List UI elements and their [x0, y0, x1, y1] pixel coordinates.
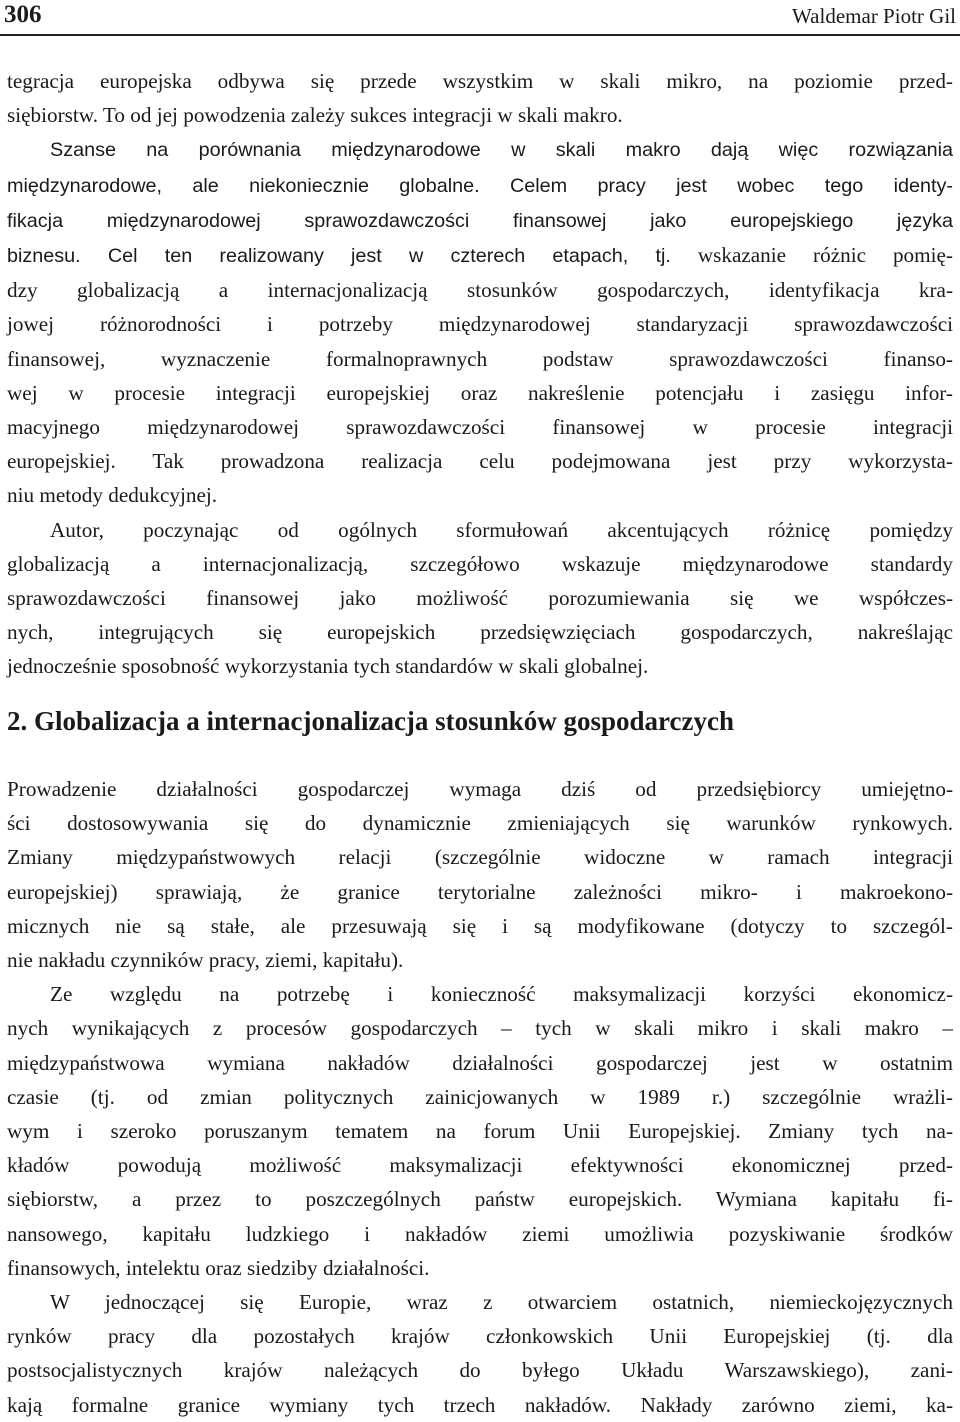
- text-line: siębiorstw, a przez to poszczególnych państw europejskich. Wymiana kapitału fi-: [7, 1187, 953, 1212]
- text-line: [7, 203, 953, 238]
- text-line: niu metody dedukcyjnej.: [7, 483, 218, 508]
- text-line: europejskiej) sprawiają, że granice terytorialne zależności mikro- i makroekono-: [7, 879, 953, 904]
- text-line: micznych nie są stałe, ale przesuwają się i są modyfikowane (dotyczy to szczegól-: [7, 913, 953, 938]
- text-line: wej w procesie integracji europejskiej oraz nakreślenie potencjału i zasięgu infor-: [7, 380, 953, 405]
- section-heading: 2. Globalizacja a internacjonalizacja stosunków gospodarczych: [7, 706, 734, 736]
- text-line: Autor, poczynając od ogólnych sformułowań akcentujących różnicę pomiędzy: [50, 517, 953, 542]
- text-line: europejskiej. Tak prowadzona realizacja celu podejmowana jest przy wykorzysta-: [7, 449, 953, 474]
- running-header-author: Waldemar Piotr Gil: [792, 4, 956, 28]
- text-line: wym i szeroko poruszanym tematem na forum Unii Europejskiej. Zmiany tych na-: [7, 1119, 953, 1144]
- text-line: kają formalne granice wymiany tych trzech nakładów. Nakłady zarówno ziemi, ka-: [7, 1392, 953, 1417]
- sans-text-run: Szanse na porównania międzynarodowe w skali makro dają więc rozwiązania: [50, 139, 953, 162]
- text-line: siębiorstw. To od jej powodzenia zależy sukces integracji w skali makro.: [7, 103, 623, 128]
- paragraph: [7, 513, 953, 684]
- text-line: jowej różnorodności i potrzeby międzynarodowej standaryzacji sprawozdawczości: [7, 312, 953, 337]
- text-line: Ze względu na potrzebę i konieczność maksymalizacji korzyści ekonomicz-: [50, 982, 953, 1007]
- text-line: W jednoczącej się Europie, wraz z otwarciem ostatnich, niemieckojęzycznych: [50, 1290, 953, 1315]
- text-line: globalizacją a internacjonalizacją, szczegółowo wskazuje międzynarodowe standardy: [7, 551, 953, 576]
- paragraph: [7, 772, 953, 977]
- text-line: rynków pracy dla pozostałych krajów członkowskich Unii Europejskiej (tj. dla: [7, 1324, 953, 1349]
- running-header: [0, 0, 960, 36]
- text-line: nych wynikających z procesów gospodarczych – tych w skali mikro i skali makro –: [7, 1016, 953, 1041]
- paragraph: [7, 64, 953, 132]
- text-line: postsocjalistycznych krajów należących do byłego Układu Warszawskiego), zani-: [7, 1358, 953, 1383]
- text-line: Zmiany międzypaństwowych relacji (szczególnie widoczne w ramach integracji: [7, 845, 953, 870]
- text-line: nansowego, kapitału ludzkiego i nakładów ziemi umożliwia pozyskiwanie środków: [7, 1221, 953, 1246]
- sans-text-run: międzynarodowe, ale niekoniecznie globalne. Celem pracy jest wobec tego identy-: [7, 174, 953, 197]
- text-line: macyjnego międzynarodowej sprawozdawczości finansowej w procesie integracji: [7, 415, 953, 440]
- serif-text-run: wskazanie różnic pomię-: [670, 243, 953, 268]
- text-line: finansowych, intelektu oraz siedziby działalności.: [7, 1255, 430, 1280]
- text-line: nych, integrujących się europejskich przedsięwzięciach gospodarczych, nakreślając: [7, 620, 953, 645]
- text-line: jednocześnie sposobność wykorzystania tych standardów w skali globalnej.: [7, 654, 649, 679]
- text-line: [7, 168, 953, 203]
- text-line: tegracja europejska odbywa się przede wszystkim w skali mikro, na poziomie przed-: [7, 69, 953, 93]
- text-line: finansowej, wyznaczenie formalnoprawnych podstaw sprawozdawczości finanso-: [7, 346, 953, 371]
- sans-text-run: biznesu. Cel ten realizowany jest w czterech etapach, tj.: [7, 245, 671, 268]
- text-line: międzypaństwowa wymiana nakładów działalności gospodarczej jest w ostatnim: [7, 1050, 953, 1075]
- page-number: 306: [4, 1, 42, 28]
- text-line: [7, 132, 953, 167]
- text-line: ści dostosowywania się do dynamicznie zmieniających się warunków rynkowych.: [7, 811, 953, 836]
- text-line: kładów powodują możliwość maksymalizacji efektywności ekonomicznej przed-: [7, 1153, 953, 1178]
- text-line: [7, 238, 953, 273]
- text-line: dzy globalizacją a internacjonalizacją stosunków gospodarczych, identyfikacja kra-: [7, 278, 953, 303]
- intro-text: [7, 64, 953, 684]
- paragraph: [7, 1285, 953, 1422]
- text-line: Prowadzenie działalności gospodarczej wymaga dziś od przedsiębiorcy umiejętno-: [7, 777, 953, 801]
- paragraph: [7, 132, 953, 512]
- section-text: [7, 772, 953, 1422]
- paragraph: [7, 977, 953, 1285]
- text-line: czasie (tj. od zmian politycznych zainicjowanych w 1989 r.) szczególnie wrażli-: [7, 1084, 953, 1109]
- text-line: nie nakładu czynników pracy, ziemi, kapitału).: [7, 948, 404, 973]
- text-line: sprawozdawczości finansowej jako możliwość porozumiewania się we współczes-: [7, 586, 953, 611]
- sans-text-run: fikacja międzynarodowej sprawozdawczości finansowej jako europejskiego języka: [7, 209, 953, 232]
